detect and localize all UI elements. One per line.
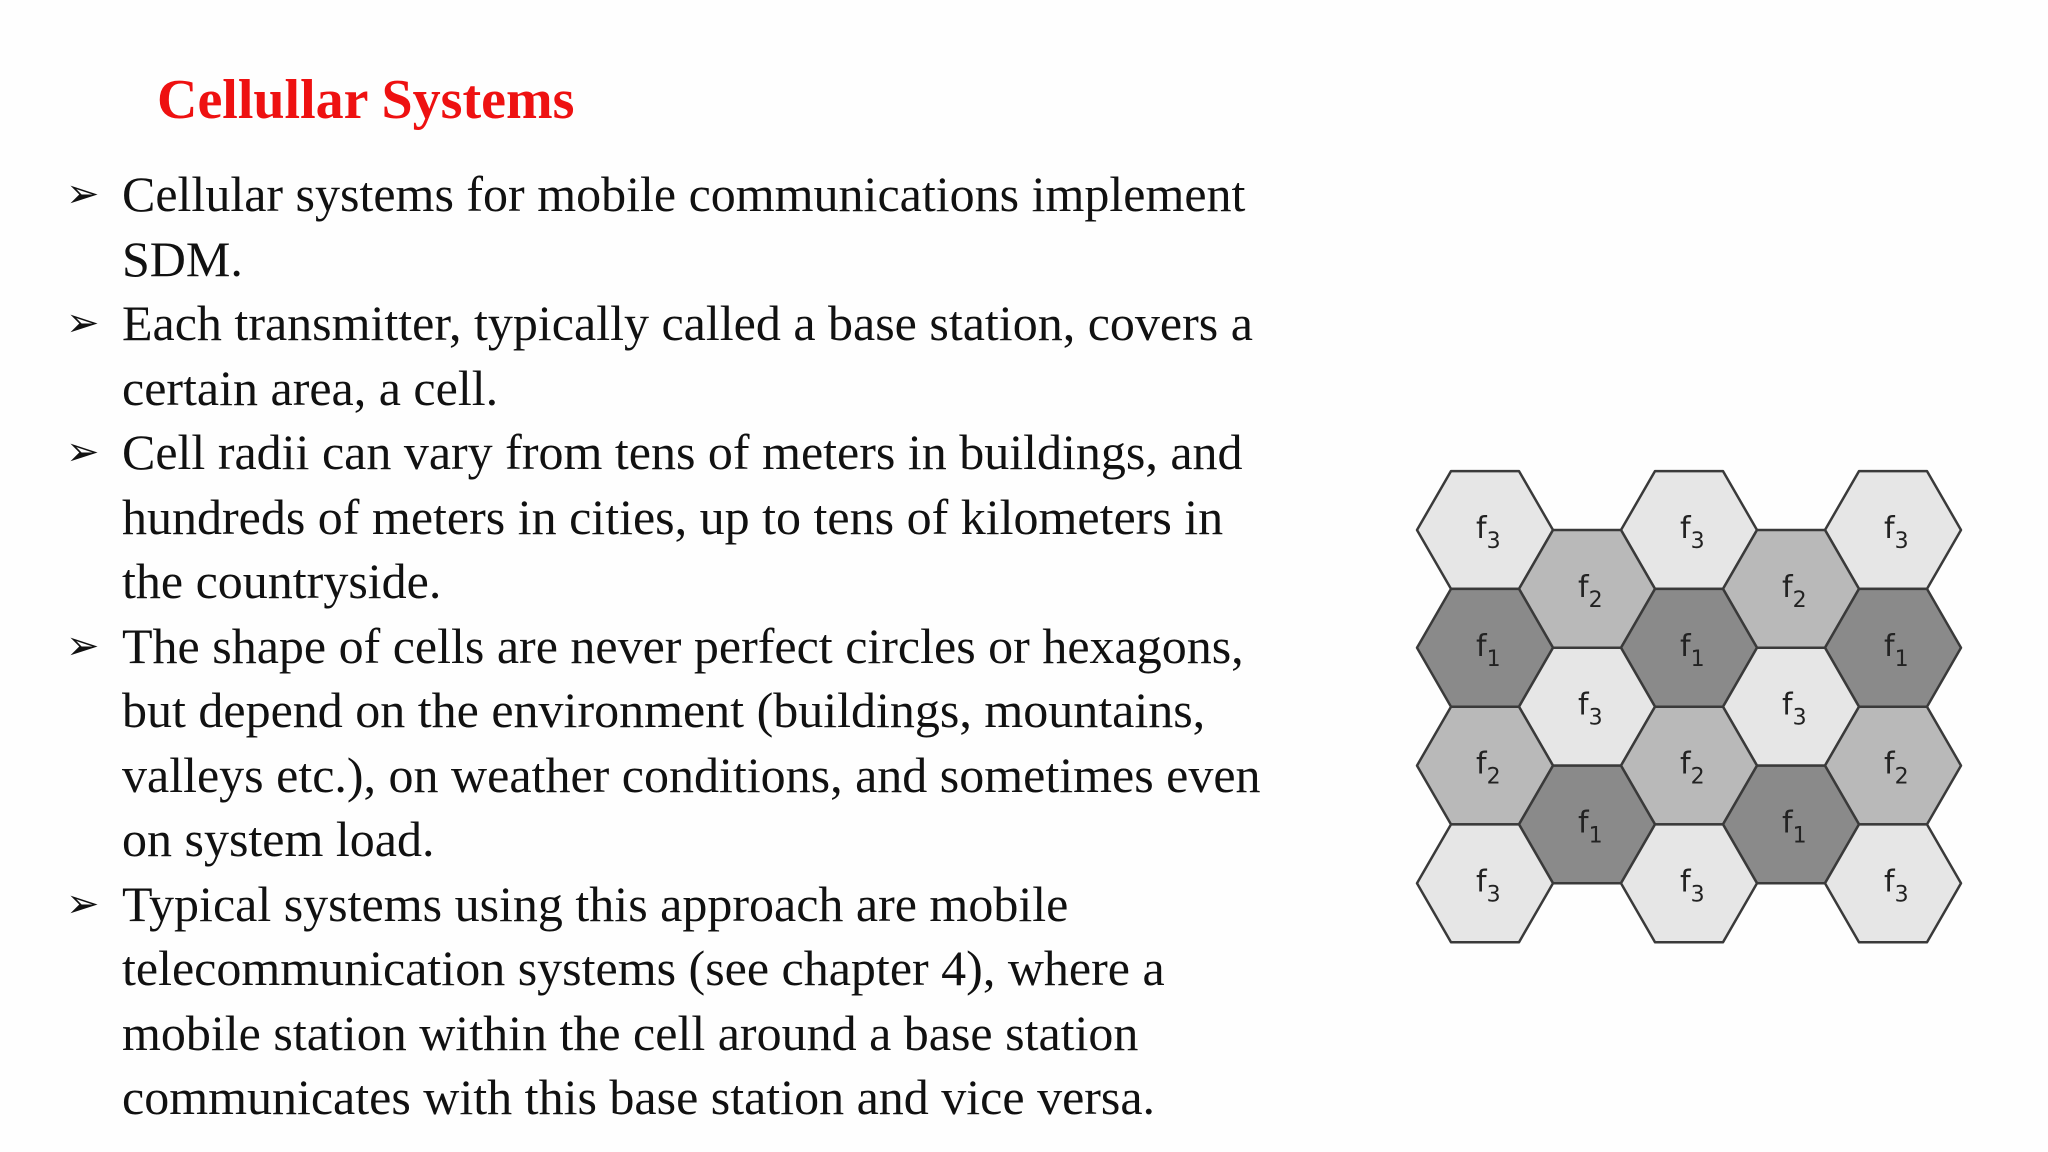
arrow-bullet-icon: ➢ [66, 880, 100, 927]
cell-frequency-label: $f_2$ [1782, 569, 1807, 613]
bullet-line: hundreds of meters in cities, up to tens of kilometers in [122, 488, 1224, 545]
cell-frequency-label: $f_1$ [1680, 628, 1705, 672]
bullet-item [66, 872, 1366, 1130]
arrow-bullet-icon: ➢ [66, 429, 100, 475]
bullet-line: certain area, a cell. [122, 359, 499, 416]
cell-frequency-label: $f_3$ [1680, 864, 1705, 908]
cell-frequency-label: $f_2$ [1476, 746, 1501, 790]
bullet-line: Cell radii can vary from tens of meters in buildings, and [122, 424, 1243, 480]
cell-frequency-label: $f_1$ [1578, 805, 1603, 849]
cell-frequency-label: $f_1$ [1782, 805, 1807, 849]
cell-frequency-label: $f_1$ [1884, 628, 1909, 672]
cell-frequency-label: $f_1$ [1476, 628, 1501, 672]
hex-grid [1400, 465, 1970, 955]
bullet-item [66, 291, 1366, 420]
cell-frequency-label: $f_3$ [1476, 511, 1501, 554]
bullet-line: telecommunication systems (see chapter 4), where a [122, 940, 1165, 996]
bullet-item [66, 162, 1366, 291]
cell-frequency-label: $f_3$ [1884, 864, 1909, 908]
bullet-list [66, 162, 1366, 1130]
bullet-line: Typical systems using this approach are mobile [122, 875, 1069, 932]
arrow-bullet-icon: ➢ [66, 300, 100, 346]
bullet-line: mobile station within the cell around a base station [122, 1004, 1139, 1061]
cell-frequency-label: $f_3$ [1782, 687, 1807, 731]
cell-frequency-label: $f_2$ [1578, 569, 1603, 613]
bullet-line: valleys etc.), on weather conditions, and sometimes even [122, 746, 1261, 803]
cell-frequency-label: $f_3$ [1884, 511, 1909, 554]
bullet-item [66, 420, 1366, 614]
bullet-line: Each transmitter, typically called a base station, covers a [122, 295, 1253, 351]
cell-frequency-label: $f_3$ [1578, 687, 1603, 731]
arrow-bullet-icon: ➢ [66, 622, 100, 669]
bullet-line: Cellular systems for mobile communications implement [122, 166, 1246, 222]
bullet-line: but depend on the environment (buildings, mountains, [122, 682, 1206, 738]
hexagonal-cell-diagram [1400, 465, 1970, 955]
bullet-line: on system load. [122, 811, 435, 867]
cell-frequency-label: $f_2$ [1884, 746, 1909, 790]
cell-frequency-label: $f_3$ [1476, 864, 1501, 908]
bullet-item [66, 614, 1366, 872]
cell-frequency-label: $f_2$ [1680, 746, 1705, 790]
bullet-line: The shape of cells are never perfect circles or hexagons, [122, 617, 1244, 674]
bullet-line: SDM. [122, 230, 243, 287]
bullet-line: the countryside. [122, 553, 442, 609]
arrow-bullet-icon: ➢ [66, 171, 100, 217]
cell-frequency-label: $f_3$ [1680, 511, 1705, 554]
bullet-line: communicates with this base station and vice versa. [122, 1069, 1156, 1125]
slide-title: Cellullar Systems [157, 69, 575, 131]
